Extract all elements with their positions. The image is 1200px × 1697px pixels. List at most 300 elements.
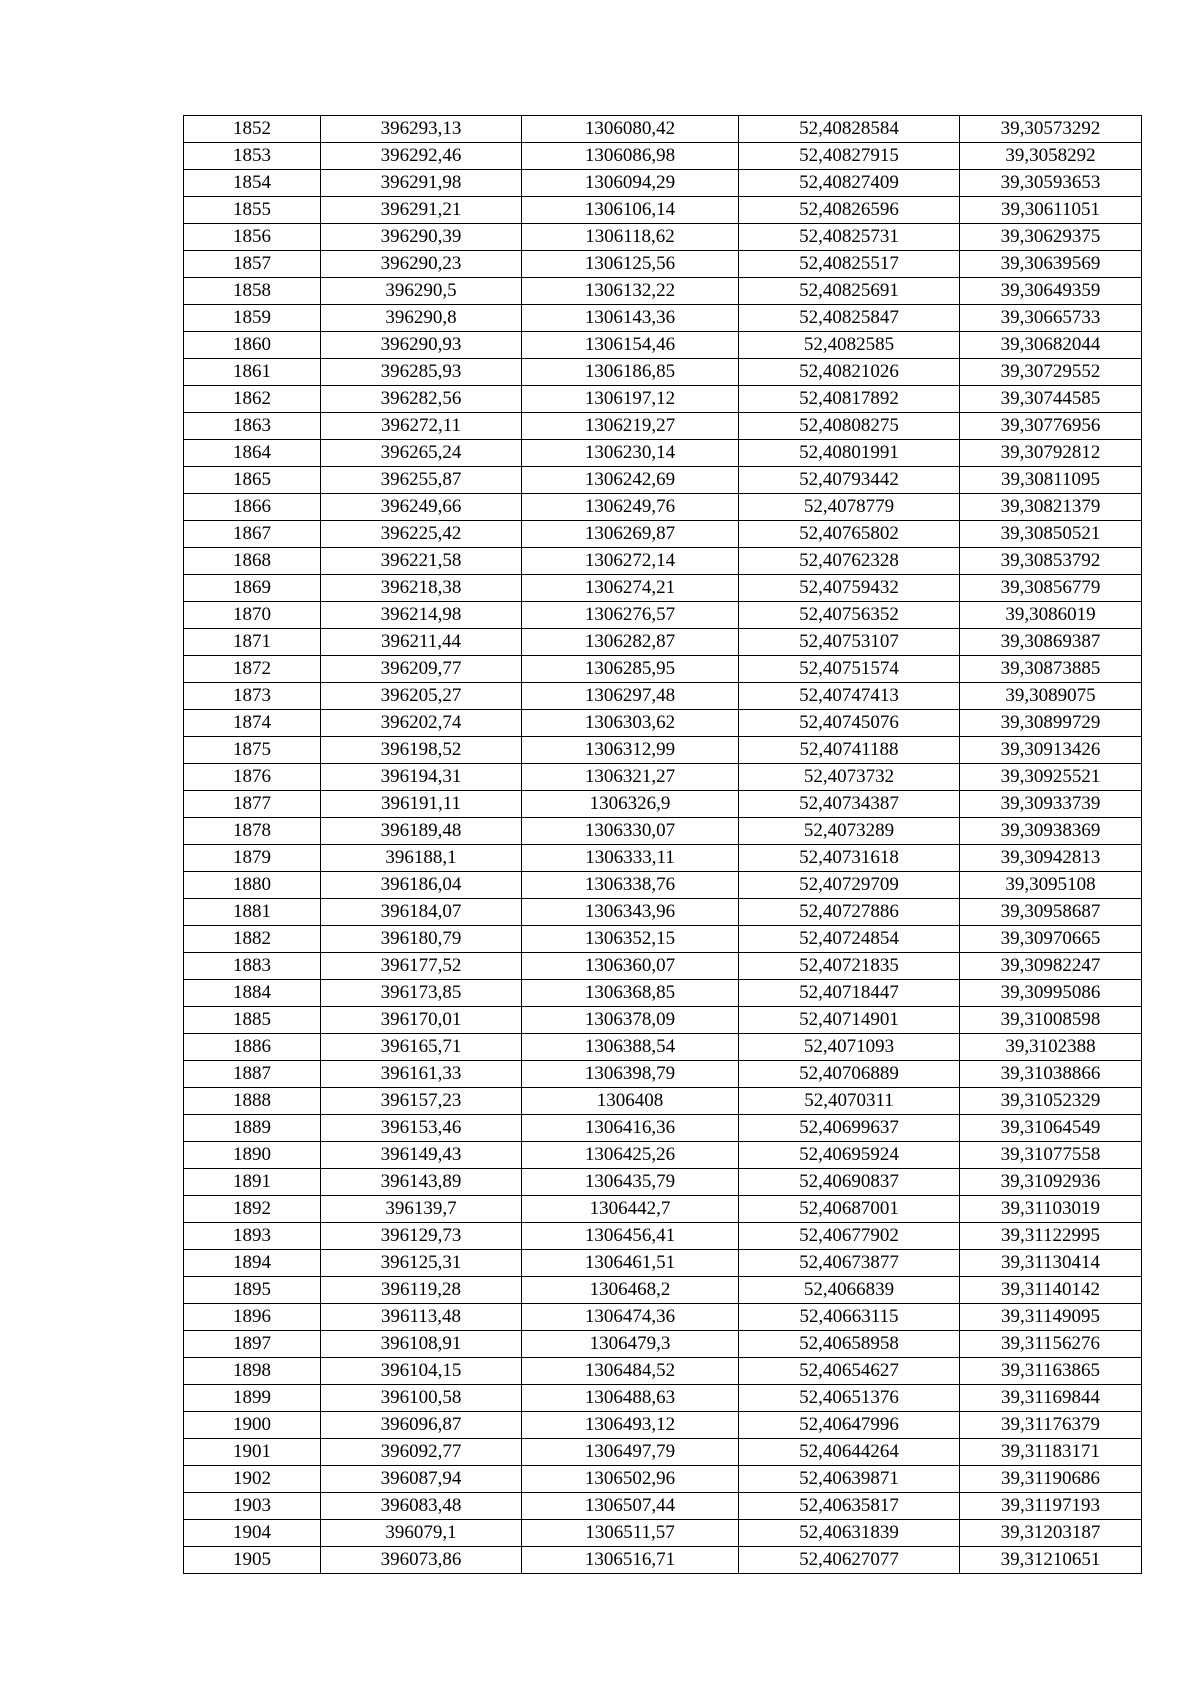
latitude-cell: 52,40817892 bbox=[739, 386, 960, 413]
table-row bbox=[184, 359, 1142, 386]
point-number-cell: 1856 bbox=[184, 224, 321, 251]
coordinates-table bbox=[183, 115, 1142, 1574]
x-coordinate-cell: 396189,48 bbox=[321, 818, 522, 845]
x-coordinate-cell: 396113,48 bbox=[321, 1304, 522, 1331]
x-coordinate-cell: 396293,13 bbox=[321, 116, 522, 143]
x-coordinate-cell: 396290,93 bbox=[321, 332, 522, 359]
longitude-cell: 39,30933739 bbox=[960, 791, 1142, 818]
table-row bbox=[184, 440, 1142, 467]
latitude-cell: 52,40801991 bbox=[739, 440, 960, 467]
y-coordinate-cell: 1306368,85 bbox=[522, 980, 739, 1007]
y-coordinate-cell: 1306507,44 bbox=[522, 1493, 739, 1520]
point-number-cell: 1891 bbox=[184, 1169, 321, 1196]
x-coordinate-cell: 396129,73 bbox=[321, 1223, 522, 1250]
point-number-cell: 1880 bbox=[184, 872, 321, 899]
table-row bbox=[184, 764, 1142, 791]
latitude-cell: 52,40825517 bbox=[739, 251, 960, 278]
latitude-cell: 52,4071093 bbox=[739, 1034, 960, 1061]
table-row bbox=[184, 197, 1142, 224]
latitude-cell: 52,4070311 bbox=[739, 1088, 960, 1115]
longitude-cell: 39,31190686 bbox=[960, 1466, 1142, 1493]
table-row bbox=[184, 1439, 1142, 1466]
y-coordinate-cell: 1306106,14 bbox=[522, 197, 739, 224]
point-number-cell: 1899 bbox=[184, 1385, 321, 1412]
latitude-cell: 52,40753107 bbox=[739, 629, 960, 656]
x-coordinate-cell: 396218,38 bbox=[321, 575, 522, 602]
x-coordinate-cell: 396170,01 bbox=[321, 1007, 522, 1034]
longitude-cell: 39,30821379 bbox=[960, 494, 1142, 521]
x-coordinate-cell: 396205,27 bbox=[321, 683, 522, 710]
longitude-cell: 39,30913426 bbox=[960, 737, 1142, 764]
longitude-cell: 39,30593653 bbox=[960, 170, 1142, 197]
latitude-cell: 52,40627077 bbox=[739, 1547, 960, 1574]
y-coordinate-cell: 1306080,42 bbox=[522, 116, 739, 143]
x-coordinate-cell: 396186,04 bbox=[321, 872, 522, 899]
x-coordinate-cell: 396291,98 bbox=[321, 170, 522, 197]
latitude-cell: 52,40793442 bbox=[739, 467, 960, 494]
y-coordinate-cell: 1306360,07 bbox=[522, 953, 739, 980]
longitude-cell: 39,31077558 bbox=[960, 1142, 1142, 1169]
longitude-cell: 39,3095108 bbox=[960, 872, 1142, 899]
latitude-cell: 52,40825691 bbox=[739, 278, 960, 305]
x-coordinate-cell: 396282,56 bbox=[321, 386, 522, 413]
x-coordinate-cell: 396177,52 bbox=[321, 953, 522, 980]
longitude-cell: 39,30573292 bbox=[960, 116, 1142, 143]
y-coordinate-cell: 1306132,22 bbox=[522, 278, 739, 305]
longitude-cell: 39,31122995 bbox=[960, 1223, 1142, 1250]
y-coordinate-cell: 1306282,87 bbox=[522, 629, 739, 656]
longitude-cell: 39,31064549 bbox=[960, 1115, 1142, 1142]
longitude-cell: 39,30942813 bbox=[960, 845, 1142, 872]
y-coordinate-cell: 1306312,99 bbox=[522, 737, 739, 764]
latitude-cell: 52,40654627 bbox=[739, 1358, 960, 1385]
latitude-cell: 52,4082585 bbox=[739, 332, 960, 359]
y-coordinate-cell: 1306303,62 bbox=[522, 710, 739, 737]
y-coordinate-cell: 1306125,56 bbox=[522, 251, 739, 278]
longitude-cell: 39,30869387 bbox=[960, 629, 1142, 656]
table-row bbox=[184, 710, 1142, 737]
latitude-cell: 52,40765802 bbox=[739, 521, 960, 548]
longitude-cell: 39,3089075 bbox=[960, 683, 1142, 710]
table-row bbox=[184, 656, 1142, 683]
point-number-cell: 1875 bbox=[184, 737, 321, 764]
latitude-cell: 52,40647996 bbox=[739, 1412, 960, 1439]
x-coordinate-cell: 396188,1 bbox=[321, 845, 522, 872]
longitude-cell: 39,31140142 bbox=[960, 1277, 1142, 1304]
x-coordinate-cell: 396119,28 bbox=[321, 1277, 522, 1304]
point-number-cell: 1904 bbox=[184, 1520, 321, 1547]
point-number-cell: 1896 bbox=[184, 1304, 321, 1331]
table-row bbox=[184, 467, 1142, 494]
point-number-cell: 1883 bbox=[184, 953, 321, 980]
table-row bbox=[184, 1169, 1142, 1196]
x-coordinate-cell: 396265,24 bbox=[321, 440, 522, 467]
table-row bbox=[184, 548, 1142, 575]
longitude-cell: 39,30853792 bbox=[960, 548, 1142, 575]
point-number-cell: 1873 bbox=[184, 683, 321, 710]
y-coordinate-cell: 1306456,41 bbox=[522, 1223, 739, 1250]
x-coordinate-cell: 396073,86 bbox=[321, 1547, 522, 1574]
longitude-cell: 39,30850521 bbox=[960, 521, 1142, 548]
y-coordinate-cell: 1306343,96 bbox=[522, 899, 739, 926]
point-number-cell: 1877 bbox=[184, 791, 321, 818]
x-coordinate-cell: 396209,77 bbox=[321, 656, 522, 683]
longitude-cell: 39,30899729 bbox=[960, 710, 1142, 737]
table-row bbox=[184, 629, 1142, 656]
latitude-cell: 52,40729709 bbox=[739, 872, 960, 899]
longitude-cell: 39,30925521 bbox=[960, 764, 1142, 791]
y-coordinate-cell: 1306272,14 bbox=[522, 548, 739, 575]
latitude-cell: 52,40827409 bbox=[739, 170, 960, 197]
point-number-cell: 1897 bbox=[184, 1331, 321, 1358]
point-number-cell: 1885 bbox=[184, 1007, 321, 1034]
latitude-cell: 52,40695924 bbox=[739, 1142, 960, 1169]
y-coordinate-cell: 1306442,7 bbox=[522, 1196, 739, 1223]
point-number-cell: 1881 bbox=[184, 899, 321, 926]
y-coordinate-cell: 1306488,63 bbox=[522, 1385, 739, 1412]
y-coordinate-cell: 1306230,14 bbox=[522, 440, 739, 467]
y-coordinate-cell: 1306497,79 bbox=[522, 1439, 739, 1466]
point-number-cell: 1886 bbox=[184, 1034, 321, 1061]
latitude-cell: 52,40706889 bbox=[739, 1061, 960, 1088]
point-number-cell: 1895 bbox=[184, 1277, 321, 1304]
y-coordinate-cell: 1306479,3 bbox=[522, 1331, 739, 1358]
table-row bbox=[184, 332, 1142, 359]
point-number-cell: 1898 bbox=[184, 1358, 321, 1385]
x-coordinate-cell: 396165,71 bbox=[321, 1034, 522, 1061]
x-coordinate-cell: 396180,79 bbox=[321, 926, 522, 953]
table-row bbox=[184, 1304, 1142, 1331]
table-row bbox=[184, 143, 1142, 170]
table-row bbox=[184, 1331, 1142, 1358]
table-row bbox=[184, 1493, 1142, 1520]
latitude-cell: 52,40821026 bbox=[739, 359, 960, 386]
x-coordinate-cell: 396087,94 bbox=[321, 1466, 522, 1493]
x-coordinate-cell: 396173,85 bbox=[321, 980, 522, 1007]
point-number-cell: 1894 bbox=[184, 1250, 321, 1277]
y-coordinate-cell: 1306378,09 bbox=[522, 1007, 739, 1034]
longitude-cell: 39,30811095 bbox=[960, 467, 1142, 494]
x-coordinate-cell: 396161,33 bbox=[321, 1061, 522, 1088]
y-coordinate-cell: 1306086,98 bbox=[522, 143, 739, 170]
table-row bbox=[184, 1250, 1142, 1277]
x-coordinate-cell: 396225,42 bbox=[321, 521, 522, 548]
longitude-cell: 39,30744585 bbox=[960, 386, 1142, 413]
longitude-cell: 39,31176379 bbox=[960, 1412, 1142, 1439]
x-coordinate-cell: 396291,21 bbox=[321, 197, 522, 224]
latitude-cell: 52,40759432 bbox=[739, 575, 960, 602]
longitude-cell: 39,30665733 bbox=[960, 305, 1142, 332]
latitude-cell: 52,40635817 bbox=[739, 1493, 960, 1520]
x-coordinate-cell: 396157,23 bbox=[321, 1088, 522, 1115]
y-coordinate-cell: 1306493,12 bbox=[522, 1412, 739, 1439]
table-row bbox=[184, 1223, 1142, 1250]
point-number-cell: 1868 bbox=[184, 548, 321, 575]
latitude-cell: 52,40651376 bbox=[739, 1385, 960, 1412]
table-row bbox=[184, 1115, 1142, 1142]
longitude-cell: 39,30938369 bbox=[960, 818, 1142, 845]
longitude-cell: 39,31210651 bbox=[960, 1547, 1142, 1574]
y-coordinate-cell: 1306249,76 bbox=[522, 494, 739, 521]
table-row bbox=[184, 953, 1142, 980]
latitude-cell: 52,40699637 bbox=[739, 1115, 960, 1142]
table-row bbox=[184, 278, 1142, 305]
x-coordinate-cell: 396272,11 bbox=[321, 413, 522, 440]
x-coordinate-cell: 396104,15 bbox=[321, 1358, 522, 1385]
point-number-cell: 1854 bbox=[184, 170, 321, 197]
longitude-cell: 39,31052329 bbox=[960, 1088, 1142, 1115]
table-row bbox=[184, 170, 1142, 197]
point-number-cell: 1888 bbox=[184, 1088, 321, 1115]
point-number-cell: 1857 bbox=[184, 251, 321, 278]
longitude-cell: 39,30982247 bbox=[960, 953, 1142, 980]
table-row bbox=[184, 1196, 1142, 1223]
x-coordinate-cell: 396149,43 bbox=[321, 1142, 522, 1169]
longitude-cell: 39,31149095 bbox=[960, 1304, 1142, 1331]
latitude-cell: 52,40690837 bbox=[739, 1169, 960, 1196]
table-row bbox=[184, 1034, 1142, 1061]
latitude-cell: 52,40731618 bbox=[739, 845, 960, 872]
point-number-cell: 1884 bbox=[184, 980, 321, 1007]
y-coordinate-cell: 1306435,79 bbox=[522, 1169, 739, 1196]
table-row bbox=[184, 251, 1142, 278]
y-coordinate-cell: 1306474,36 bbox=[522, 1304, 739, 1331]
table-row bbox=[184, 494, 1142, 521]
table-row bbox=[184, 602, 1142, 629]
table-row bbox=[184, 1061, 1142, 1088]
latitude-cell: 52,40756352 bbox=[739, 602, 960, 629]
longitude-cell: 39,30639569 bbox=[960, 251, 1142, 278]
y-coordinate-cell: 1306502,96 bbox=[522, 1466, 739, 1493]
latitude-cell: 52,40724854 bbox=[739, 926, 960, 953]
longitude-cell: 39,30649359 bbox=[960, 278, 1142, 305]
point-number-cell: 1861 bbox=[184, 359, 321, 386]
longitude-cell: 39,30776956 bbox=[960, 413, 1142, 440]
longitude-cell: 39,31038866 bbox=[960, 1061, 1142, 1088]
point-number-cell: 1903 bbox=[184, 1493, 321, 1520]
longitude-cell: 39,30873885 bbox=[960, 656, 1142, 683]
table-row bbox=[184, 872, 1142, 899]
y-coordinate-cell: 1306408 bbox=[522, 1088, 739, 1115]
y-coordinate-cell: 1306269,87 bbox=[522, 521, 739, 548]
point-number-cell: 1862 bbox=[184, 386, 321, 413]
point-number-cell: 1853 bbox=[184, 143, 321, 170]
table-row bbox=[184, 116, 1142, 143]
longitude-cell: 39,31197193 bbox=[960, 1493, 1142, 1520]
table-row bbox=[184, 386, 1142, 413]
point-number-cell: 1890 bbox=[184, 1142, 321, 1169]
point-number-cell: 1892 bbox=[184, 1196, 321, 1223]
point-number-cell: 1889 bbox=[184, 1115, 321, 1142]
point-number-cell: 1858 bbox=[184, 278, 321, 305]
x-coordinate-cell: 396194,31 bbox=[321, 764, 522, 791]
x-coordinate-cell: 396100,58 bbox=[321, 1385, 522, 1412]
latitude-cell: 52,4066839 bbox=[739, 1277, 960, 1304]
latitude-cell: 52,4073732 bbox=[739, 764, 960, 791]
longitude-cell: 39,31163865 bbox=[960, 1358, 1142, 1385]
table-row bbox=[184, 899, 1142, 926]
table-row bbox=[184, 1547, 1142, 1574]
point-number-cell: 1867 bbox=[184, 521, 321, 548]
point-number-cell: 1855 bbox=[184, 197, 321, 224]
table-row bbox=[184, 575, 1142, 602]
latitude-cell: 52,4073289 bbox=[739, 818, 960, 845]
table-row bbox=[184, 1358, 1142, 1385]
x-coordinate-cell: 396079,1 bbox=[321, 1520, 522, 1547]
y-coordinate-cell: 1306143,36 bbox=[522, 305, 739, 332]
y-coordinate-cell: 1306425,26 bbox=[522, 1142, 739, 1169]
latitude-cell: 52,40808275 bbox=[739, 413, 960, 440]
point-number-cell: 1882 bbox=[184, 926, 321, 953]
x-coordinate-cell: 396285,93 bbox=[321, 359, 522, 386]
latitude-cell: 52,40663115 bbox=[739, 1304, 960, 1331]
x-coordinate-cell: 396125,31 bbox=[321, 1250, 522, 1277]
longitude-cell: 39,30856779 bbox=[960, 575, 1142, 602]
x-coordinate-cell: 396092,77 bbox=[321, 1439, 522, 1466]
point-number-cell: 1901 bbox=[184, 1439, 321, 1466]
latitude-cell: 52,40727886 bbox=[739, 899, 960, 926]
y-coordinate-cell: 1306274,21 bbox=[522, 575, 739, 602]
y-coordinate-cell: 1306186,85 bbox=[522, 359, 739, 386]
longitude-cell: 39,30682044 bbox=[960, 332, 1142, 359]
x-coordinate-cell: 396153,46 bbox=[321, 1115, 522, 1142]
x-coordinate-cell: 396202,74 bbox=[321, 710, 522, 737]
longitude-cell: 39,30629375 bbox=[960, 224, 1142, 251]
coordinates-table-body bbox=[184, 116, 1142, 1574]
y-coordinate-cell: 1306484,52 bbox=[522, 1358, 739, 1385]
longitude-cell: 39,31183171 bbox=[960, 1439, 1142, 1466]
y-coordinate-cell: 1306297,48 bbox=[522, 683, 739, 710]
y-coordinate-cell: 1306242,69 bbox=[522, 467, 739, 494]
table-row bbox=[184, 791, 1142, 818]
y-coordinate-cell: 1306398,79 bbox=[522, 1061, 739, 1088]
x-coordinate-cell: 396211,44 bbox=[321, 629, 522, 656]
latitude-cell: 52,40677902 bbox=[739, 1223, 960, 1250]
point-number-cell: 1887 bbox=[184, 1061, 321, 1088]
table-row bbox=[184, 1088, 1142, 1115]
table-row bbox=[184, 413, 1142, 440]
x-coordinate-cell: 396143,89 bbox=[321, 1169, 522, 1196]
table-row bbox=[184, 926, 1142, 953]
x-coordinate-cell: 396083,48 bbox=[321, 1493, 522, 1520]
x-coordinate-cell: 396249,66 bbox=[321, 494, 522, 521]
point-number-cell: 1863 bbox=[184, 413, 321, 440]
y-coordinate-cell: 1306330,07 bbox=[522, 818, 739, 845]
y-coordinate-cell: 1306219,27 bbox=[522, 413, 739, 440]
table-row bbox=[184, 1007, 1142, 1034]
point-number-cell: 1871 bbox=[184, 629, 321, 656]
latitude-cell: 52,40714901 bbox=[739, 1007, 960, 1034]
longitude-cell: 39,31103019 bbox=[960, 1196, 1142, 1223]
x-coordinate-cell: 396096,87 bbox=[321, 1412, 522, 1439]
y-coordinate-cell: 1306118,62 bbox=[522, 224, 739, 251]
table-row bbox=[184, 845, 1142, 872]
point-number-cell: 1879 bbox=[184, 845, 321, 872]
latitude-cell: 52,40825847 bbox=[739, 305, 960, 332]
latitude-cell: 52,40747413 bbox=[739, 683, 960, 710]
y-coordinate-cell: 1306154,46 bbox=[522, 332, 739, 359]
point-number-cell: 1852 bbox=[184, 116, 321, 143]
x-coordinate-cell: 396198,52 bbox=[321, 737, 522, 764]
table-row bbox=[184, 224, 1142, 251]
point-number-cell: 1859 bbox=[184, 305, 321, 332]
latitude-cell: 52,40745076 bbox=[739, 710, 960, 737]
longitude-cell: 39,30970665 bbox=[960, 926, 1142, 953]
point-number-cell: 1900 bbox=[184, 1412, 321, 1439]
point-number-cell: 1878 bbox=[184, 818, 321, 845]
latitude-cell: 52,40658958 bbox=[739, 1331, 960, 1358]
table-row bbox=[184, 818, 1142, 845]
table-row bbox=[184, 1412, 1142, 1439]
longitude-cell: 39,3058292 bbox=[960, 143, 1142, 170]
y-coordinate-cell: 1306516,71 bbox=[522, 1547, 739, 1574]
y-coordinate-cell: 1306276,57 bbox=[522, 602, 739, 629]
longitude-cell: 39,30792812 bbox=[960, 440, 1142, 467]
y-coordinate-cell: 1306461,51 bbox=[522, 1250, 739, 1277]
point-number-cell: 1902 bbox=[184, 1466, 321, 1493]
table-row bbox=[184, 305, 1142, 332]
longitude-cell: 39,31092936 bbox=[960, 1169, 1142, 1196]
latitude-cell: 52,40721835 bbox=[739, 953, 960, 980]
longitude-cell: 39,30611051 bbox=[960, 197, 1142, 224]
latitude-cell: 52,40734387 bbox=[739, 791, 960, 818]
point-number-cell: 1872 bbox=[184, 656, 321, 683]
longitude-cell: 39,3102388 bbox=[960, 1034, 1142, 1061]
y-coordinate-cell: 1306333,11 bbox=[522, 845, 739, 872]
y-coordinate-cell: 1306094,29 bbox=[522, 170, 739, 197]
x-coordinate-cell: 396184,07 bbox=[321, 899, 522, 926]
longitude-cell: 39,3086019 bbox=[960, 602, 1142, 629]
latitude-cell: 52,40687001 bbox=[739, 1196, 960, 1223]
point-number-cell: 1905 bbox=[184, 1547, 321, 1574]
latitude-cell: 52,40828584 bbox=[739, 116, 960, 143]
point-number-cell: 1874 bbox=[184, 710, 321, 737]
latitude-cell: 52,4078779 bbox=[739, 494, 960, 521]
latitude-cell: 52,40631839 bbox=[739, 1520, 960, 1547]
point-number-cell: 1865 bbox=[184, 467, 321, 494]
table-row bbox=[184, 1520, 1142, 1547]
y-coordinate-cell: 1306326,9 bbox=[522, 791, 739, 818]
table-row bbox=[184, 1277, 1142, 1304]
latitude-cell: 52,40826596 bbox=[739, 197, 960, 224]
table-row bbox=[184, 521, 1142, 548]
point-number-cell: 1876 bbox=[184, 764, 321, 791]
longitude-cell: 39,31130414 bbox=[960, 1250, 1142, 1277]
x-coordinate-cell: 396139,7 bbox=[321, 1196, 522, 1223]
latitude-cell: 52,40762328 bbox=[739, 548, 960, 575]
x-coordinate-cell: 396221,58 bbox=[321, 548, 522, 575]
latitude-cell: 52,40751574 bbox=[739, 656, 960, 683]
y-coordinate-cell: 1306197,12 bbox=[522, 386, 739, 413]
y-coordinate-cell: 1306468,2 bbox=[522, 1277, 739, 1304]
x-coordinate-cell: 396290,23 bbox=[321, 251, 522, 278]
longitude-cell: 39,31169844 bbox=[960, 1385, 1142, 1412]
latitude-cell: 52,40827915 bbox=[739, 143, 960, 170]
table-row bbox=[184, 737, 1142, 764]
x-coordinate-cell: 396290,39 bbox=[321, 224, 522, 251]
longitude-cell: 39,31156276 bbox=[960, 1331, 1142, 1358]
y-coordinate-cell: 1306285,95 bbox=[522, 656, 739, 683]
y-coordinate-cell: 1306321,27 bbox=[522, 764, 739, 791]
x-coordinate-cell: 396191,11 bbox=[321, 791, 522, 818]
y-coordinate-cell: 1306338,76 bbox=[522, 872, 739, 899]
latitude-cell: 52,40644264 bbox=[739, 1439, 960, 1466]
y-coordinate-cell: 1306352,15 bbox=[522, 926, 739, 953]
longitude-cell: 39,30729552 bbox=[960, 359, 1142, 386]
x-coordinate-cell: 396290,5 bbox=[321, 278, 522, 305]
y-coordinate-cell: 1306388,54 bbox=[522, 1034, 739, 1061]
x-coordinate-cell: 396255,87 bbox=[321, 467, 522, 494]
